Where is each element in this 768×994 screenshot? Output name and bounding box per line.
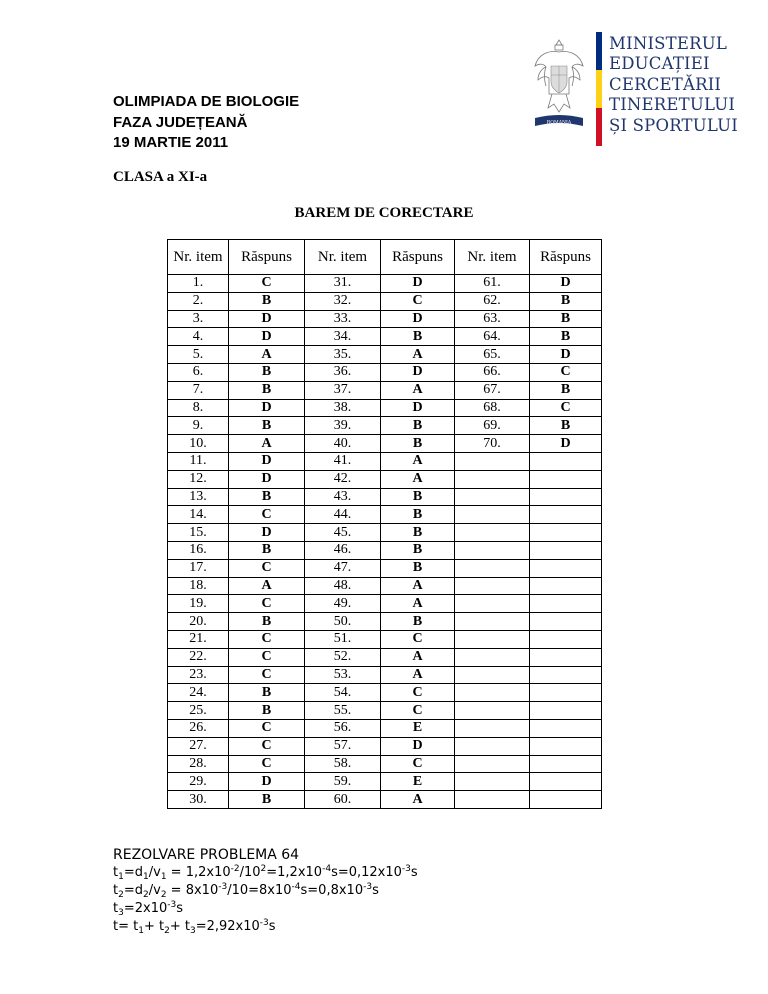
answer-cell: B [381,559,455,577]
answer-cell: A [229,435,305,453]
answer-cell: B [530,381,602,399]
eq-part: = 1,2x10 [166,865,231,880]
answer-cell: A [381,346,455,364]
answer-cell: C [381,630,455,648]
eq-part: 1 [138,926,144,936]
answer-cell: B [229,613,305,631]
table-row [168,613,602,631]
ministry-line: MINISTERUL [609,34,728,53]
item-number-cell: 41. [305,452,381,470]
eq-part: 2 [160,890,167,900]
item-number-cell: 6. [168,363,229,381]
table-row [168,275,602,293]
item-number-cell [455,613,530,631]
answer-cell: D [229,470,305,488]
answer-cell: B [229,541,305,559]
answer-cell: C [229,755,305,773]
equation-total [113,918,418,936]
item-number-cell: 22. [168,648,229,666]
item-number-cell: 11. [168,452,229,470]
eq-part: -4 [322,864,332,874]
eq-part: t [113,901,119,916]
answer-cell [530,470,602,488]
answer-cell: B [530,292,602,310]
answer-cell [530,577,602,595]
table-row [168,506,602,524]
exam-date: 19 MARTIE 2011 [113,134,229,151]
item-number-cell: 70. [455,435,530,453]
table-row [168,684,602,702]
eq-part: 2 [143,890,149,900]
item-number-cell [455,737,530,755]
answer-cell [530,559,602,577]
item-number-cell: 61. [455,275,530,293]
item-number-cell [455,702,530,720]
table-row [168,737,602,755]
answer-cell [530,684,602,702]
eq-part: 3 [189,926,196,936]
answer-cell: B [229,363,305,381]
answer-cell: B [381,541,455,559]
answer-cell: C [381,755,455,773]
item-number-cell [455,541,530,559]
answer-cell [530,791,602,809]
table-row [168,381,602,399]
item-number-cell: 49. [305,595,381,613]
answer-cell: A [381,577,455,595]
answer-cell: C [530,363,602,381]
item-number-cell: 39. [305,417,381,435]
eq-part: /10 [239,865,261,880]
item-number-cell [455,470,530,488]
table-row [168,559,602,577]
item-number-cell: 3. [168,310,229,328]
answer-cell [530,737,602,755]
item-number-cell: 21. [168,630,229,648]
item-number-cell: 19. [168,595,229,613]
item-number-cell: 2. [168,292,229,310]
item-number-cell: 29. [168,773,229,791]
item-number-cell: 40. [305,435,381,453]
answer-cell: C [381,702,455,720]
answer-cell: D [229,773,305,791]
answer-cell: C [229,559,305,577]
item-number-cell [455,684,530,702]
answer-cell: B [229,292,305,310]
answer-cell: B [229,684,305,702]
item-number-cell [455,791,530,809]
answer-cell: D [381,737,455,755]
flag-blue [596,32,602,70]
item-number-cell: 9. [168,417,229,435]
item-number-cell: 58. [305,755,381,773]
eq-part: -2 [230,864,240,874]
eq-part: -3 [167,900,177,910]
eq-part: s=0,12x10 [331,865,402,880]
answer-cell: A [381,470,455,488]
item-number-cell: 35. [305,346,381,364]
table-row [168,452,602,470]
column-header: Nr. item [455,240,530,275]
table-row [168,399,602,417]
item-number-cell: 27. [168,737,229,755]
item-number-cell: 59. [305,773,381,791]
item-number-cell: 26. [168,719,229,737]
eq-part: s [372,883,379,898]
class-label: CLASA a XI-a [113,169,208,185]
item-number-cell: 23. [168,666,229,684]
eq-part: t [113,865,119,880]
answer-cell: A [229,346,305,364]
answer-cell: D [229,524,305,542]
answer-cell: D [229,399,305,417]
answer-cell: A [381,791,455,809]
table-row [168,666,602,684]
item-number-cell [455,524,530,542]
eq-part: -3 [259,918,269,928]
item-number-cell: 17. [168,559,229,577]
eq-part: 2 [118,890,124,900]
item-number-cell: 4. [168,328,229,346]
coat-of-arms-icon [532,36,586,134]
ministry-line: TINERETULUI [609,95,736,115]
item-number-cell [455,755,530,773]
table-row [168,292,602,310]
equation-t1 [113,864,418,882]
eq-part: s=0,8x10 [300,883,364,898]
eq-part: 1 [143,872,149,882]
item-number-cell: 42. [305,470,381,488]
item-number-cell: 16. [168,541,229,559]
item-number-cell: 14. [168,506,229,524]
item-number-cell: 63. [455,310,530,328]
eq-part: 2 [260,864,267,874]
ministry-line: EDUCAȚIEI [609,54,710,74]
eq-part: -3 [363,882,373,892]
item-number-cell [455,719,530,737]
item-number-cell: 51. [305,630,381,648]
eq-part: t [113,883,119,898]
table-row [168,470,602,488]
answer-cell [530,595,602,613]
answer-cell: B [229,417,305,435]
eq-part: + t [169,919,190,934]
answer-cell: A [381,452,455,470]
column-header: Răspuns [381,240,455,275]
answer-cell: C [229,719,305,737]
item-number-cell: 15. [168,524,229,542]
answer-cell: C [229,737,305,755]
table-row [168,648,602,666]
item-number-cell: 53. [305,666,381,684]
table-row [168,488,602,506]
answer-cell: C [530,399,602,417]
item-number-cell: 36. [305,363,381,381]
answer-cell: B [229,488,305,506]
table-row [168,310,602,328]
answer-cell: A [381,648,455,666]
eq-part: 2 [164,926,170,936]
item-number-cell: 43. [305,488,381,506]
ministry-line: ȘI SPORTULUI [609,115,738,135]
ministry-line: CERCETĂRII [609,74,722,94]
item-number-cell: 1. [168,275,229,293]
answer-cell: E [381,773,455,791]
eq-part: -3 [401,864,411,874]
item-number-cell [455,506,530,524]
answer-cell: B [381,328,455,346]
item-number-cell: 13. [168,488,229,506]
answer-cell: B [229,702,305,720]
answer-cell: D [229,310,305,328]
item-number-cell [455,666,530,684]
table-row [168,363,602,381]
eq-part: 3 [118,908,124,918]
solution-block [113,846,418,936]
answer-cell: C [381,684,455,702]
answer-cell [530,702,602,720]
answer-cell: D [530,435,602,453]
eq-part: /v [148,865,161,880]
answer-cell: D [381,399,455,417]
eq-part: /v [148,883,161,898]
eq-part: + t [143,919,165,934]
item-number-cell: 55. [305,702,381,720]
item-number-cell: 50. [305,613,381,631]
answer-cell [530,630,602,648]
eq-part: s [410,865,418,880]
table-row [168,417,602,435]
item-number-cell: 34. [305,328,381,346]
item-number-cell [455,773,530,791]
answer-cell: C [229,595,305,613]
item-number-cell [455,630,530,648]
item-number-cell [455,595,530,613]
eq-part: s [268,919,276,934]
item-number-cell: 60. [305,791,381,809]
answer-cell: C [381,292,455,310]
table-row [168,541,602,559]
table-row [168,630,602,648]
answer-cell: A [229,577,305,595]
item-number-cell: 24. [168,684,229,702]
answer-cell: C [229,275,305,293]
item-number-cell [455,648,530,666]
item-number-cell: 38. [305,399,381,417]
eq-part: =1,2x10 [266,865,323,880]
answer-cell [530,524,602,542]
item-number-cell: 67. [455,381,530,399]
phase-title: FAZA JUDEȚEANĂ [113,114,248,131]
eq-part: =d [123,883,143,898]
solution-title: REZOLVARE PROBLEMA 64 [113,847,300,863]
table-row [168,773,602,791]
equation-t2 [113,882,418,900]
table-row [168,328,602,346]
item-number-cell: 68. [455,399,530,417]
item-number-cell: 30. [168,791,229,809]
table-header-row [168,240,602,275]
item-number-cell: 65. [455,346,530,364]
table-row [168,346,602,364]
item-number-cell: 12. [168,470,229,488]
answer-cell [530,452,602,470]
item-number-cell: 69. [455,417,530,435]
item-number-cell: 44. [305,506,381,524]
column-header: Nr. item [305,240,381,275]
banner-text: ROMANIA [546,120,572,126]
answer-cell [530,666,602,684]
answer-cell: D [381,310,455,328]
answer-cell [530,719,602,737]
answer-cell: C [229,506,305,524]
item-number-cell: 33. [305,310,381,328]
item-number-cell [455,577,530,595]
answer-cell [530,613,602,631]
item-number-cell: 25. [168,702,229,720]
item-number-cell: 7. [168,381,229,399]
item-number-cell: 47. [305,559,381,577]
answer-cell: D [229,328,305,346]
table-row [168,702,602,720]
answer-cell: A [381,381,455,399]
item-number-cell: 28. [168,755,229,773]
answer-cell: B [530,417,602,435]
answer-cell: B [530,328,602,346]
eq-part: 1 [160,872,167,882]
item-number-cell: 10. [168,435,229,453]
eq-part: /10=8x10 [227,883,292,898]
answer-cell: B [381,524,455,542]
eq-part: -4 [291,882,301,892]
flag-yellow [596,70,602,108]
answer-cell: B [229,381,305,399]
item-number-cell: 48. [305,577,381,595]
answer-cell: B [229,791,305,809]
answer-cell [530,648,602,666]
answer-cell [530,506,602,524]
eq-part: -3 [218,882,228,892]
document-title: BAREM DE CORECTARE [294,205,474,221]
item-number-cell: 46. [305,541,381,559]
table-row [168,595,602,613]
answer-cell: C [229,648,305,666]
eq-part: t= t [113,919,139,934]
answer-cell [530,541,602,559]
answer-cell: B [381,417,455,435]
answer-cell: A [381,595,455,613]
answer-cell: D [381,275,455,293]
flag-red [596,108,602,146]
answer-cell: B [381,613,455,631]
eq-part: =d [123,865,143,880]
item-number-cell: 5. [168,346,229,364]
item-number-cell: 54. [305,684,381,702]
column-header: Răspuns [229,240,305,275]
item-number-cell: 62. [455,292,530,310]
item-number-cell: 64. [455,328,530,346]
column-header: Nr. item [168,240,229,275]
item-number-cell: 18. [168,577,229,595]
answer-cell: A [381,666,455,684]
item-number-cell: 32. [305,292,381,310]
answer-cell: B [381,435,455,453]
answer-cell: D [381,363,455,381]
answer-cell: C [229,666,305,684]
answer-cell [530,755,602,773]
eq-part: = 8x10 [166,883,219,898]
answer-cell: E [381,719,455,737]
answer-cell: D [530,346,602,364]
olympiad-title: OLIMPIADA DE BIOLOGIE [113,93,300,110]
eq-part: 1 [118,872,124,882]
eq-part: s [176,901,184,916]
table-row [168,719,602,737]
eq-part: =2,92x10 [195,919,260,934]
item-number-cell: 52. [305,648,381,666]
answer-cell: B [530,310,602,328]
answer-cell [530,488,602,506]
column-header: Răspuns [530,240,602,275]
item-number-cell: 57. [305,737,381,755]
answer-cell: B [381,488,455,506]
item-number-cell: 31. [305,275,381,293]
ministry-name [609,34,738,136]
answer-cell: C [229,630,305,648]
item-number-cell: 56. [305,719,381,737]
answer-cell: B [381,506,455,524]
table-row [168,435,602,453]
item-number-cell: 66. [455,363,530,381]
table-row [168,577,602,595]
answer-cell: D [530,275,602,293]
table-row [168,791,602,809]
table-row [168,755,602,773]
item-number-cell [455,452,530,470]
answer-cell [530,773,602,791]
table-row [168,524,602,542]
answer-cell: D [229,452,305,470]
item-number-cell: 20. [168,613,229,631]
item-number-cell: 37. [305,381,381,399]
equation-t3 [113,900,418,918]
item-number-cell: 45. [305,524,381,542]
tricolor-bar [596,32,602,146]
item-number-cell [455,488,530,506]
item-number-cell: 8. [168,399,229,417]
eq-part: =2x10 [123,901,168,916]
item-number-cell [455,559,530,577]
answer-key-table [167,239,602,809]
